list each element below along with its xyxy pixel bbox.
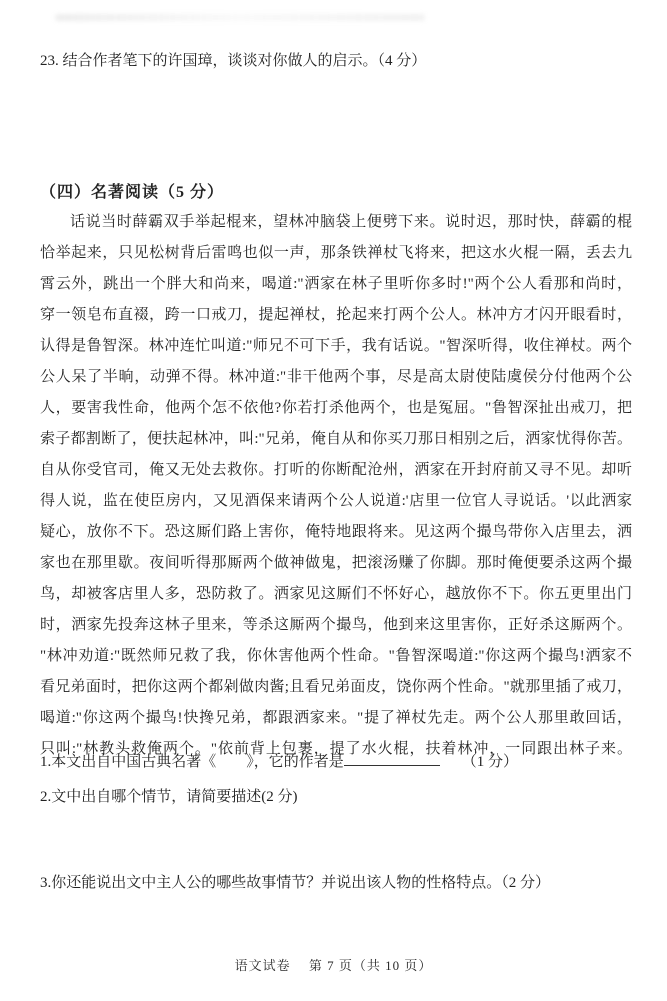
passage-line: 时，洒家先投奔这林子里来，等杀这厮两个撮鸟，他到来这里害你，正好杀这厮两个。	[40, 617, 632, 633]
passage-line: 人，要害我性命，他两个怎不依他?你若打杀他两个，也是冤屈。"鲁智深扯出戒刀，把	[40, 400, 632, 416]
passage-line: 得人说，监在使臣房内，又见酒保来请两个公人说道:'店里一位官人寻说话。'以此洒家	[40, 493, 632, 509]
passage-line: 话说当时薛霸双手举起棍来，望林冲脑袋上便劈下来。说时迟，那时快，薛霸的棍	[70, 214, 632, 230]
question-1	[40, 750, 637, 773]
passage-line: 索子都割断了，便扶起林冲，叫:"兄弟，俺自从和你买刀那日相别之后，洒家忧得你苦。	[40, 431, 632, 447]
question-2: 2.文中出自哪个情节，请简要描述(2 分)	[40, 789, 298, 805]
passage-line: 看兄弟面时，把你这两个都剁做肉酱;且看兄弟面皮，饶你两个性命。"就那里插了戒刀，	[40, 679, 632, 695]
passage	[40, 207, 632, 765]
passage-line: "林冲劝道:"既然师兄救了我，你休害他两个性命。"鲁智深喝道:"你这两个撮鸟!洒家不	[40, 648, 632, 664]
passage-line: 鸟，却被客店里人多，恐防救了。洒家见这厮们不怀好心，越放你不下。你五更里出门	[40, 586, 632, 602]
question-1-points: （1 分）	[461, 754, 519, 770]
passage-line: 公人呆了半晌，动弹不得。林冲道:"非干他两个事，尽是高太尉使陆虞侯分付他两个公	[40, 369, 632, 385]
scan-artifact	[55, 14, 425, 21]
answer-blank-line	[344, 750, 440, 766]
passage-line: 喝道:"你这两个撮鸟!快搀兄弟，都跟洒家来。"提了禅杖先走。两个公人那里敢回话，	[40, 710, 632, 726]
passage-line: 自从你受官司，俺又无处去救你。打听的你断配沧州，洒家在开封府前又寻不见。却听	[40, 462, 632, 478]
section-heading: （四）名著阅读（5 分）	[40, 184, 225, 201]
passage-line: 穿一领皂布直裰，跨一口戒刀，提起禅杖，抡起来打两个公人。林冲方才闪开眼看时，	[40, 307, 632, 323]
passage-line: 霄云外，跳出一个胖大和尚来，喝道:"洒家在林子里听你多时!"两个公人看那和尚时，	[40, 276, 632, 292]
question-23: 23. 结合作者笔下的许国璋，谈谈对你做人的启示。（4 分）	[40, 53, 427, 69]
passage-line: 恰举起来，只见松树背后雷鸣也似一声，那条铁禅杖飞将来，把这水火棍一隔，丢去九	[40, 245, 632, 261]
passage-line: 认得是鲁智深。林冲连忙叫道:"师兄不可下手，我有话说。"智深听得，收住禅杖。两个	[40, 338, 632, 354]
passage-line: 只叫:"林教头救俺两个。"依前背上包裹，提了水火棍，扶着林冲，一同跟出林子来。	[40, 741, 632, 757]
question-1-text: 1.本文出自中国古典名著《 》，它的作者是	[40, 754, 344, 770]
passage-line: 家也在那里歇。夜间听得那厮两个做神做鬼，把滚汤赚了你脚。那时俺便要杀这两个撮	[40, 555, 632, 571]
question-3: 3.你还能说出文中主人公的哪些故事情节？并说出该人物的性格特点。（2 分）	[40, 875, 551, 891]
page-footer: 语文试卷 第 7 页（共 10 页）	[234, 958, 433, 973]
passage-line: 疑心，放你不下。恐这厮们路上害你，俺特地跟将来。见这两个撮鸟带你入店里去，洒	[40, 524, 632, 540]
